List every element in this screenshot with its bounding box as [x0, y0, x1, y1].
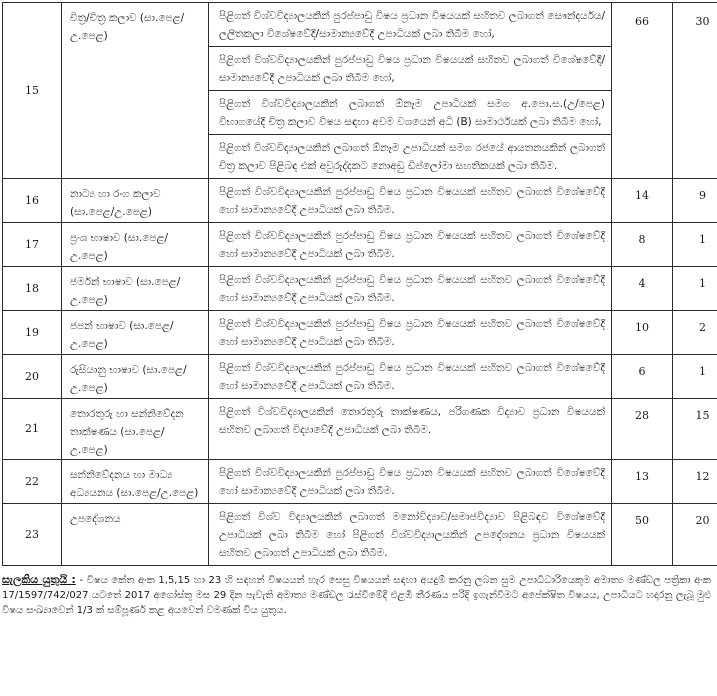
table-row [3, 399, 717, 460]
qualification-cell [209, 504, 612, 566]
count-cell-2: 30 [673, 3, 717, 179]
count-cell-1: 28 [612, 399, 673, 460]
qualification-item: පිළිගත් විශ්වවිද්‍යාලයකින් පුරප්පාඩු විෂය ප්‍රධාන විෂයයක් සහිතව ලබාගත් සෞන්දර්යය/ලලිතකලා විශේෂවේදී/සාමාන්‍යවේදී උපාධියක් ලබා තිබීම හෝ, [209, 3, 611, 47]
count-cell-1: 50 [612, 504, 673, 566]
count-cell-2: 2 [673, 311, 717, 355]
count-cell-2: 1 [673, 355, 717, 399]
row-number: 16 [3, 179, 62, 223]
qualification-cell [209, 311, 612, 355]
qualification-cell [209, 179, 612, 223]
qualification-item: පිළිගත් විශ්වවිද්‍යාලයකින් පුරප්පාඩු විෂය ප්‍රධාන විෂයයක් සහිතව ලබාගත් විශේෂවේදී හෝ සාමාන්‍යවේදී උපාධියක් ලබා තිබීම. [219, 467, 605, 497]
subject-cell: උපදේශනය [62, 504, 209, 566]
subject-cell: තොරතුරු හා සන්නිවේදන තාක්ෂණය (සා.පෙළ/උ.පෙළ) [62, 399, 209, 460]
subject-cell: සන්නිවේදනය හා මාධ්‍ය අධ්‍යයනය (සා.පෙළ/උ.පෙළ) [62, 460, 209, 504]
subject-cell: ජපන් භාෂාව (සා.පෙළ/උ.පෙළ) [62, 311, 209, 355]
table-row [3, 311, 717, 355]
table-row [3, 267, 717, 311]
count-cell-1: 4 [612, 267, 673, 311]
table-row [3, 460, 717, 504]
count-cell-2: 15 [673, 399, 717, 460]
count-cell-1: 13 [612, 460, 673, 504]
qualification-cell [209, 355, 612, 399]
qualification-item: පිළිගත් විශ්වවිද්‍යාලයකින් පුරප්පාඩු විෂය ප්‍රධාන විෂයයක් සහිතව ලබාගත් විශේෂවේදී හෝ සාමාන්‍යවේදී උපාධියක් ලබා තිබීම. [219, 230, 605, 260]
table-row [3, 223, 717, 267]
count-cell-1: 66 [612, 3, 673, 179]
row-number: 21 [3, 399, 62, 460]
count-cell-1: 14 [612, 179, 673, 223]
subject-cell: චිත්‍ර/චිත්‍ර කලාව (සා.පෙළ/උ.පෙළ) [62, 3, 209, 179]
count-cell-2: 20 [673, 504, 717, 566]
subject-cell: රුසියානු භාෂාව (සා.පෙළ/උ.පෙළ) [62, 355, 209, 399]
qualification-item: පිළිගත් විශ්වවිද්‍යාලයකින් තොරතුරු තාක්ෂණය, පරිගණක විද්‍යාව ප්‍රධාන විෂයයක් සහිතව ලබාගත් විද්‍යාවේදී උපාධියක් ලබා තිබීම. [219, 406, 605, 436]
row-number: 17 [3, 223, 62, 267]
count-cell-1: 10 [612, 311, 673, 355]
qualification-cell [209, 223, 612, 267]
footnote-text: - විෂය කේත අංක 1,5,15 හා 23 හි සඳහන් විෂයයන් හැර සෙසු විෂයයන් සඳහා අයදුම් කරනු ලබන සුම උපාධිධාරියෙකුම අමාත්‍ය මණ්ඩල පත්‍රිකා අංක 17/1597/742/027 යටතේ 2017 අගෝස්තු මස 29 දින පැවැති අමාත්‍ය මණ්ඩල රැස්වීමේදී එළඹි තීරණය පරිදි ඉගැන්වීමට අපේක්ෂිත විෂයය, උපාධියට හදාරනු ලැබූ මුළු විෂය සංඛ්‍යාවෙන් 1/3 ක් සම්පූර්ණ කළ අයවෙන් වමණක් විය යුතුය. [2, 575, 711, 616]
table-row [3, 179, 717, 223]
count-cell-1: 6 [612, 355, 673, 399]
count-cell-2: 9 [673, 179, 717, 223]
row-number: 22 [3, 460, 62, 504]
subject-cell: ජර්මන් භාෂාව (සා.පෙළ/උ.පෙළ) [62, 267, 209, 311]
count-cell-2: 1 [673, 223, 717, 267]
qualification-cell [209, 267, 612, 311]
qualification-item: පිළිගත් විශ්වවිද්‍යාලයකින් පුරප්පාඩු විෂය ප්‍රධාන විෂයයක් සහිතව ලබාගත් විශේෂවේදී හෝ සාමාන්‍යවේදී උපාධියක් ලබා තිබීම. [219, 186, 605, 216]
table-row [3, 3, 717, 179]
qualification-item: පිළිගත් විශ්ව විද්‍යාලයකින් ලබාගත් මනෝවිද්‍යාව/සමාජවිද්‍යාව පිළිබඳව විශේෂවේදී උපාධියක් ලබා තිබීම හෝ පිළිගත් විශ්වවිද්‍යාලයකින් උපදේශනය ප්‍රධාන විෂයයක් සහිතව ලබාගත් උපාධියක් ලබා තිබීම. [219, 511, 605, 559]
row-number: 19 [3, 311, 62, 355]
subject-cell: නාට්‍ය හා රංග කලාව (සා.පෙළ/උ.පෙළ) [62, 179, 209, 223]
table-row [3, 355, 717, 399]
vacancy-qualifications-table [2, 2, 717, 566]
count-cell-2: 12 [673, 460, 717, 504]
table-row [3, 504, 717, 566]
row-number: 18 [3, 267, 62, 311]
footnote-label: සැලකිය යුතුයි : [2, 573, 76, 586]
qualification-item: පිළිගත් විශ්වවිද්‍යාලයකින් පුරප්පාඩු විෂය ප්‍රධාන විෂයයක් සහිතව ලබාගත් විශේෂවේදී හෝ සාමාන්‍යවේදී උපාධියක් ලබා තිබීම. [219, 274, 605, 304]
row-number: 23 [3, 504, 62, 566]
qualification-item: පිළිගත් විශ්වවිද්‍යාලයකින් පුරප්පාඩු විෂය ප්‍රධාන විෂයයක් සහිතව ලබාගත් විශේෂවේදී හෝ සාමාන්‍යවේදී උපාධියක් ලබා තිබීම. [219, 362, 605, 392]
count-cell-1: 8 [612, 223, 673, 267]
qualification-item: පිළිගත් විශ්වවිද්‍යාලයකින් පුරප්පාඩු විෂය ප්‍රධාන විෂයයක් සහිතව ලබාගත් විශේෂවේදී හෝ සාමාන්‍යවේදී උපාධියක් ලබා තිබීම. [219, 318, 605, 348]
qualification-cell [209, 3, 612, 179]
row-number: 15 [3, 3, 62, 179]
footnote [2, 572, 713, 618]
qualification-cell [209, 399, 612, 460]
document-page [2, 2, 713, 618]
qualification-item: පිළිගත් විශ්වවිද්‍යාලයකින් පුරප්පාඩු විෂය ප්‍රධාන විෂයයක් සහිතව ලබාගත් විශේෂවේදී/සාමාන්‍යවේදී උපාධියක් ලබා තිබීම හෝ, [209, 47, 611, 91]
count-cell-2: 1 [673, 267, 717, 311]
qualification-item: පිළිගත් විශ්වවිද්‍යාලයකින් ලබාගත් ඕනෑම උපාධියක් සමග රජයේ ආයතනයකින් ලබාගත් චිත්‍ර කලාව පිළිබඳ එක් අවුරුද්දකට නොඅඩු ඩිප්ලෝමා සහතිකයක් ලබා තිබීම. [219, 142, 605, 172]
qualification-item: පිළිගත් විශ්වවිද්‍යාලයකින් ලබාගත් ඕනෑම උපාධියක් සමග අ.පො.ස.(උ/පෙළ) විභාගයේදී චිත්‍ර කලාව විෂය සඳහා අවම වශයෙන් අධි (B) සාමාර්ථයක් ලබා තිබීම හෝ, [209, 91, 611, 135]
row-number: 20 [3, 355, 62, 399]
qualification-cell [209, 460, 612, 504]
subject-cell: ප්‍රංශ භාෂාව (සා.පෙළ/උ.පෙළ) [62, 223, 209, 267]
